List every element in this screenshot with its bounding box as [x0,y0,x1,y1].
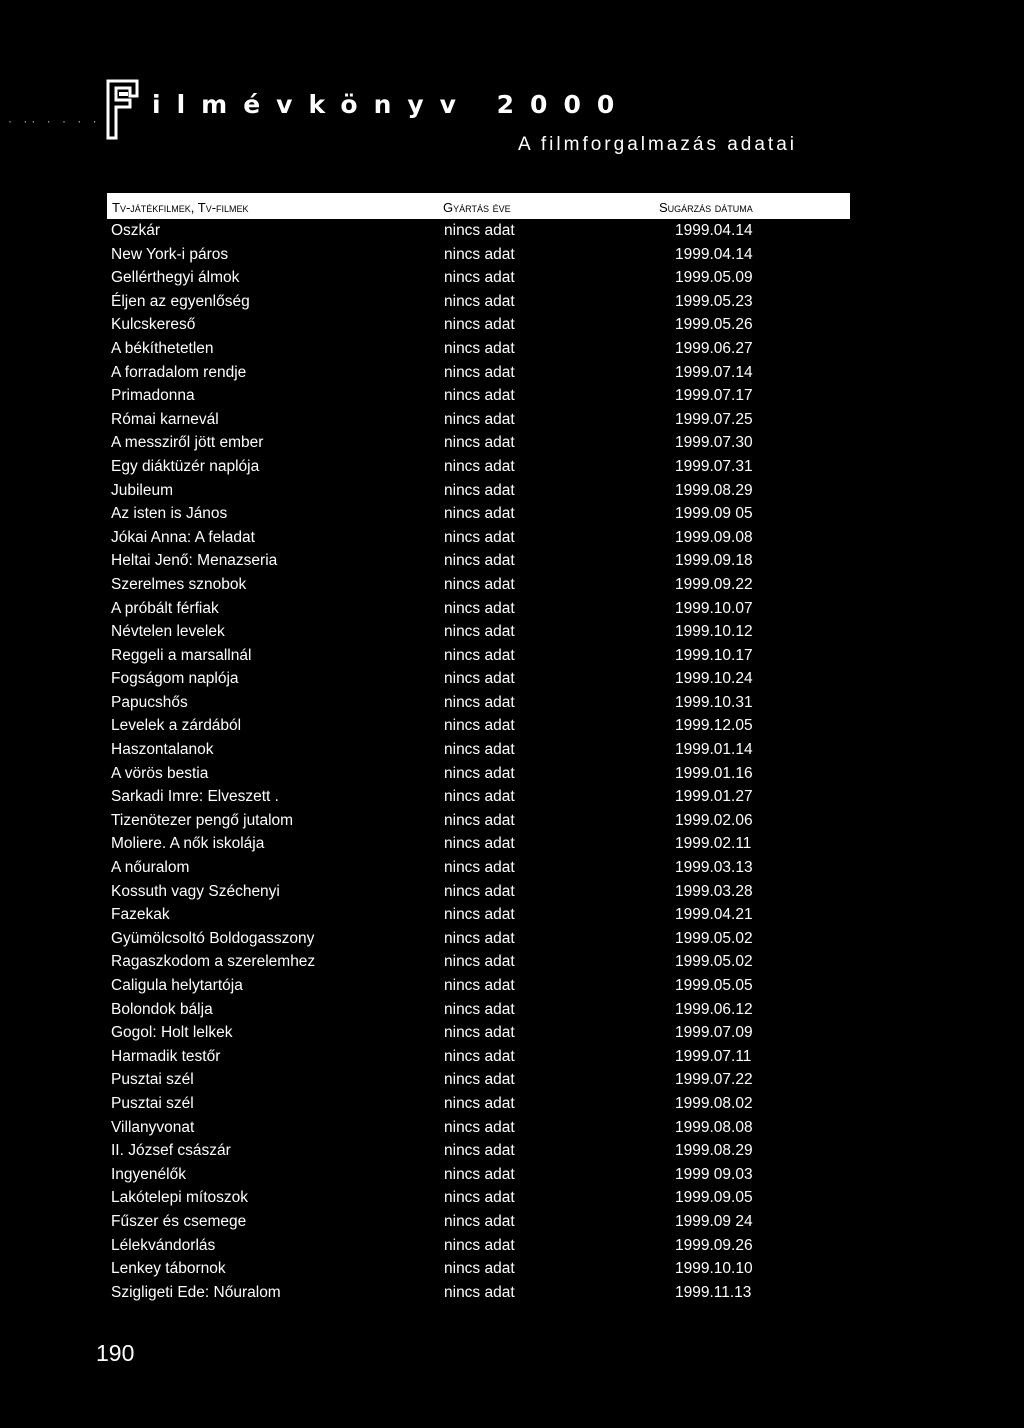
film-title: A vörös bestia [111,764,209,782]
table-row [107,998,850,1022]
broadcast-date: 1999.09.08 [675,528,753,546]
table-row [107,549,850,573]
film-title: Az isten is János [111,505,228,523]
table-row [107,809,850,833]
production-year: nincs adat [444,481,515,499]
film-title: Primadonna [111,387,195,405]
production-year: nincs adat [444,977,515,994]
table-row [107,1257,850,1281]
film-title: Fűszer és csemege [111,1212,247,1230]
broadcast-date: 1999.09.05 [675,1189,753,1207]
broadcast-date: 1999.04.14 [675,222,753,239]
table-row [107,1116,850,1140]
table-row [107,502,850,526]
film-title: Tizenötezer pengő jutalom [111,811,294,829]
tv-films-table [107,193,850,1304]
table-row [107,762,850,786]
production-year: nincs adat [444,906,515,924]
table-row [107,974,850,998]
production-year: nincs adat [444,1212,515,1230]
production-year: nincs adat [444,811,515,829]
production-year: nincs adat [444,1283,515,1301]
broadcast-date: 1999.06.27 [675,339,753,357]
production-year: nincs adat [444,788,515,806]
film-title: II. József császár [111,1142,231,1160]
film-title: Haszontalanok [111,741,214,759]
film-title: A forradalom rendje [111,363,247,381]
broadcast-date: 1999.01.14 [675,741,753,759]
broadcast-date: 1999.05.02 [675,953,753,971]
broadcast-date: 1999.05.26 [675,316,753,334]
film-title: Fazekak [111,906,170,924]
broadcast-date: 1999.09.26 [675,1236,753,1254]
table-row [107,714,850,738]
table-row [107,597,850,621]
film-title: Szerelmes sznobok [111,575,247,593]
production-year: nincs adat [444,292,515,310]
table-row [107,455,850,479]
table-row [107,927,850,951]
broadcast-date: 1999.07.14 [675,363,753,381]
table-row [107,1186,850,1210]
production-year: nincs adat [444,1118,515,1136]
table-row [107,1163,850,1187]
table-row [107,1139,850,1163]
production-year: nincs adat [444,575,515,593]
broadcast-date: 1999.06.12 [675,1000,753,1018]
film-title: A békíthetetlen [111,339,214,357]
broadcast-date: 1999.03.13 [675,859,753,877]
broadcast-date: 1999.04.14 [675,245,753,263]
broadcast-date: 1999.07.17 [675,387,753,405]
column-header-production-year: Gyártás éve [443,200,511,215]
table-row [107,1045,850,1069]
book-title: ilmévkönyv 2000 [152,90,631,119]
broadcast-date: 1999.05.23 [675,292,753,310]
broadcast-date: 1999.02.06 [675,811,753,829]
film-title: Oszkár [111,222,161,239]
film-title: Névtelen levelek [111,623,225,641]
production-year: nincs adat [444,670,515,688]
table-row [107,384,850,408]
film-title: Lakótelepi mítoszok [111,1189,248,1207]
film-title: A nőuralom [111,859,190,877]
broadcast-date: 1999.04.21 [675,906,753,924]
table-row [107,903,850,927]
table-row [107,573,850,597]
production-year: nincs adat [444,1047,515,1065]
film-title: Pusztai szél [111,1071,194,1089]
production-year: nincs adat [444,245,515,263]
broadcast-date: 1999.09 05 [675,505,753,523]
film-title: New York-i páros [111,245,229,263]
film-title: Lélekvándorlás [111,1236,216,1254]
film-title: Lenkey tábornok [111,1260,226,1278]
production-year: nincs adat [444,410,515,428]
page-number: 190 [96,1340,135,1366]
film-title: A messziről jött ember [111,434,264,452]
production-year: nincs adat [444,1260,515,1278]
film-title: Villanyvonat [111,1118,195,1136]
production-year: nincs adat [444,929,515,947]
table-row [107,738,850,762]
broadcast-date: 1999 09.03 [675,1165,753,1183]
production-year: nincs adat [444,1000,515,1018]
table-row [107,691,850,715]
production-year: nincs adat [444,1165,515,1183]
production-year: nincs adat [444,1071,515,1089]
broadcast-date: 1999.05.02 [675,929,753,947]
broadcast-date: 1999.02.11 [675,835,752,853]
table-row [107,620,850,644]
film-title: Reggeli a marsallnál [111,646,252,664]
production-year: nincs adat [444,552,515,570]
film-title: A próbált férfiak [111,599,219,617]
film-title: Gyümölcsoltó Boldogasszony [111,929,315,947]
film-title: Papucshős [111,693,188,711]
production-year: nincs adat [444,222,515,239]
production-year: nincs adat [444,882,515,900]
table-row [107,313,850,337]
film-title: Pusztai szél [111,1094,194,1112]
film-title: Fogságom naplója [111,670,239,688]
broadcast-date: 1999.10.12 [675,623,753,641]
broadcast-date: 1999.12.05 [675,717,753,735]
f-logo-icon [106,78,140,140]
broadcast-date: 1999.09.22 [675,575,753,593]
table-row [107,243,850,267]
production-year: nincs adat [444,1142,515,1160]
broadcast-date: 1999.07.30 [675,434,753,452]
table-row [107,1021,850,1045]
table-row [107,950,850,974]
table-row [107,1281,850,1305]
film-title: Caligula helytartója [111,977,243,994]
film-title: Jubileum [111,481,174,499]
film-title: Éljen az egyenlőség [111,292,250,310]
production-year: nincs adat [444,339,515,357]
production-year: nincs adat [444,764,515,782]
production-year: nincs adat [444,623,515,641]
column-header-broadcast-date: Sugárzás dátuma [659,200,753,215]
broadcast-date: 1999.07.09 [675,1024,753,1042]
broadcast-date: 1999.03.28 [675,882,753,900]
broadcast-date: 1999.09 24 [675,1212,753,1230]
broadcast-date: 1999.07.11 [675,1047,752,1065]
film-title: Sarkadi Imre: Elveszett . [111,788,279,806]
broadcast-date: 1999.08.29 [675,1142,753,1160]
table-row [107,644,850,668]
production-year: nincs adat [444,1189,515,1207]
table-row [107,667,850,691]
film-title: Moliere. A nők iskolája [111,835,265,853]
film-title: Kulcskereső [111,316,196,334]
table-row [107,1092,850,1116]
production-year: nincs adat [444,434,515,452]
broadcast-date: 1999.10.24 [675,670,753,688]
film-title: Ragaszkodom a szerelemhez [111,953,316,971]
film-title: Bolondok bálja [111,1000,213,1018]
table-row [107,219,850,243]
book-subtitle: A filmforgalmazás adatai [518,134,797,155]
broadcast-date: 1999.07.22 [675,1071,753,1089]
film-title: Levelek a zárdából [111,717,242,735]
production-year: nincs adat [444,741,515,759]
table-row [107,832,850,856]
table-row [107,266,850,290]
table-header [107,193,850,219]
production-year: nincs adat [444,363,515,381]
table-row [107,1210,850,1234]
film-title: Szigligeti Ede: Nőuralom [111,1283,281,1301]
production-year: nincs adat [444,1024,515,1042]
production-year: nincs adat [444,505,515,523]
table-row [107,856,850,880]
table-body [107,219,850,1304]
film-title: Heltai Jenő: Menazseria [111,552,278,570]
broadcast-date: 1999.05.09 [675,269,753,287]
table-row [107,290,850,314]
production-year: nincs adat [444,693,515,711]
production-year: nincs adat [444,269,515,287]
production-year: nincs adat [444,1236,515,1254]
film-title: Gogol: Holt lelkek [111,1024,233,1042]
broadcast-date: 1999.05.05 [675,977,753,994]
table-row [107,479,850,503]
broadcast-date: 1999.08.08 [675,1118,753,1136]
production-year: nincs adat [444,646,515,664]
film-title: Harmadik testőr [111,1047,221,1065]
broadcast-date: 1999.10.17 [675,646,753,664]
decorative-dots: · ·· · · · · [8,114,101,128]
broadcast-date: 1999.10.10 [675,1260,753,1278]
table-row [107,361,850,385]
production-year: nincs adat [444,717,515,735]
film-title: Ingyenélők [111,1165,186,1183]
broadcast-date: 1999.10.07 [675,599,753,617]
table-row [107,880,850,904]
production-year: nincs adat [444,835,515,853]
table-row [107,785,850,809]
broadcast-date: 1999.08.29 [675,481,753,499]
film-title: Római karnevál [111,410,219,428]
table-row [107,408,850,432]
column-header-title: Tv-játékfilmek, Tv-filmek [112,200,249,215]
production-year: nincs adat [444,387,515,405]
table-row [107,526,850,550]
broadcast-date: 1999.10.31 [675,693,753,711]
table-row [107,337,850,361]
table-row [107,1234,850,1258]
broadcast-date: 1999.11.13 [675,1283,752,1301]
broadcast-date: 1999.08.02 [675,1094,753,1112]
film-title: Jókai Anna: A feladat [111,528,255,546]
production-year: nincs adat [444,528,515,546]
broadcast-date: 1999.07.25 [675,410,753,428]
broadcast-date: 1999.07.31 [675,457,753,475]
broadcast-date: 1999.01.27 [675,788,753,806]
production-year: nincs adat [444,1094,515,1112]
film-title: Egy diáktüzér naplója [111,457,260,475]
production-year: nincs adat [444,599,515,617]
broadcast-date: 1999.09.18 [675,552,753,570]
production-year: nincs adat [444,457,515,475]
film-title: Gellérthegyi álmok [111,269,240,287]
broadcast-date: 1999.01.16 [675,764,753,782]
production-year: nincs adat [444,953,515,971]
table-row [107,431,850,455]
production-year: nincs adat [444,859,515,877]
film-title: Kossuth vagy Széchenyi [111,882,280,900]
production-year: nincs adat [444,316,515,334]
table-row [107,1068,850,1092]
